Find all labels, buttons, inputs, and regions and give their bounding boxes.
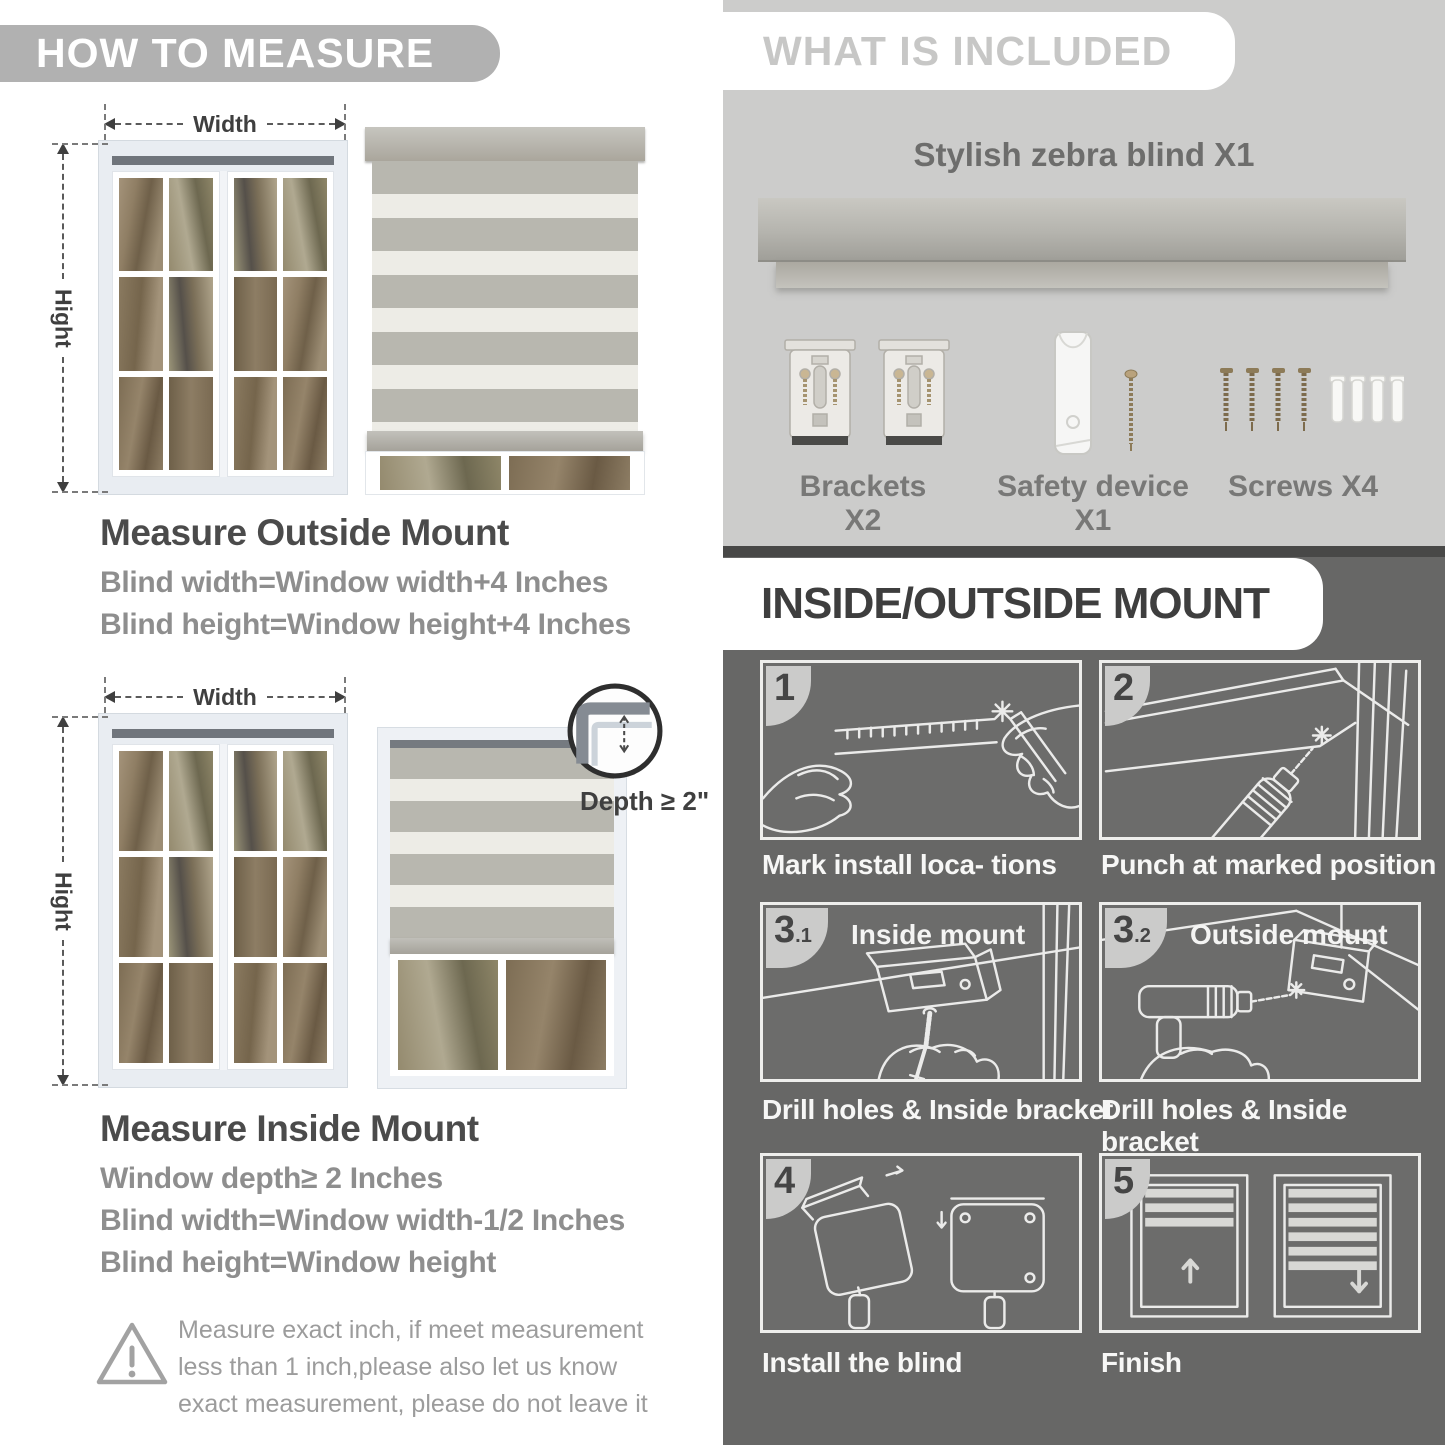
window-pane (119, 178, 163, 271)
inside-mount-line1: Window depth≥ 2 Inches (100, 1162, 443, 1195)
step-caption: Drill holes & Inside bracket (1101, 1094, 1348, 1157)
zebra-blind-label: Stylish zebra blind X1 (913, 136, 1255, 173)
width-label: Width (193, 683, 257, 710)
arrow-right-icon (335, 691, 346, 703)
height-arrow (50, 716, 76, 1086)
window-illustration-inside (98, 713, 348, 1088)
window-pane (234, 178, 278, 271)
step-panel-3-2 (1099, 902, 1421, 1082)
blind-bottom-rail (367, 431, 643, 451)
inside-mount-line3: Blind height=Window height (100, 1246, 497, 1279)
outside-blind-illustration (365, 127, 645, 495)
what-is-included-header: WHAT IS INCLUDED (723, 12, 1235, 90)
step-panel-3-1 (760, 902, 1082, 1082)
window-pane (169, 377, 213, 470)
arrow-right-icon (335, 118, 346, 130)
included-item-label: Screws X4 (1227, 470, 1379, 503)
window-track (112, 156, 334, 165)
step-caption: Install the blind (762, 1347, 963, 1378)
brackets-icon (783, 336, 951, 458)
safety-device-icon (1045, 330, 1155, 460)
inside-mount-title: Measure Inside Mount (100, 1108, 479, 1149)
window-sashes (112, 744, 334, 1070)
width-arrow (104, 685, 346, 709)
inside-mount-line2: Blind width=Window width-1/2 Inches (100, 1204, 626, 1237)
window-pane (283, 277, 327, 370)
blind-fabric (372, 161, 638, 431)
outside-mount-title: Measure Outside Mount (100, 512, 509, 553)
warning-text: Measure exact inch, if meet measurement less than 1 inch,please also let us know exact measurement, please do not leave it (178, 1316, 648, 1418)
window-sashes (112, 171, 334, 477)
window-pane (169, 277, 213, 370)
depth-magnifier-icon (566, 682, 664, 780)
window-sash (227, 744, 335, 1070)
step-panel-4 (760, 1153, 1082, 1333)
blind-bottom-rail (390, 938, 614, 954)
inside-outside-mount-header: INSIDE/OUTSIDE MOUNT (723, 558, 1323, 650)
step-panel-2 (1099, 660, 1421, 840)
outside-mount-line1: Blind width=Window width+4 Inches (100, 566, 609, 599)
window-sash (112, 171, 220, 477)
step-caption: Mark install loca- tions (762, 849, 1057, 880)
step-caption: Drill holes & Inside bracket (762, 1094, 1114, 1125)
step-panel-5 (1099, 1153, 1421, 1333)
headrail-graphic (758, 198, 1406, 288)
window-pane (283, 178, 327, 271)
window-pane (119, 277, 163, 370)
section-divider (723, 546, 1445, 557)
window-sash (227, 171, 335, 477)
depth-label: Depth ≥ 2" (580, 786, 710, 816)
window-below-blind (390, 954, 614, 1076)
arrow-left-icon (104, 118, 115, 130)
how-to-measure-header: HOW TO MEASURE (0, 25, 500, 82)
step-caption: Punch at marked position (1101, 849, 1437, 880)
screws-icon (1212, 362, 1404, 442)
width-label: Width (193, 110, 257, 137)
height-arrow (50, 143, 76, 493)
width-arrow (104, 112, 346, 136)
arrow-down-icon (57, 482, 69, 493)
step-badge: 3.1 (766, 908, 828, 968)
height-label: Hight (50, 288, 77, 348)
warning-icon (93, 1318, 171, 1390)
step-badge: 3.2 (1105, 908, 1167, 968)
window-pane (234, 377, 278, 470)
finish-illustration (1102, 1156, 1418, 1330)
included-item-label: Safety device X1 (997, 470, 1189, 537)
mark-locations-illustration (763, 663, 1079, 837)
window-pane (169, 178, 213, 271)
arrow-up-icon (57, 716, 69, 727)
step-badge: 1 (766, 666, 811, 726)
window-pane (234, 277, 278, 370)
step-label: Outside mount (1190, 919, 1388, 950)
step-label: Inside mount (851, 919, 1026, 950)
window-sash (112, 744, 220, 1070)
headrail-lip (776, 262, 1388, 288)
window-track (112, 729, 334, 738)
arrow-down-icon (57, 1075, 69, 1086)
height-label: Hight (50, 871, 77, 931)
install-blind-illustration (763, 1156, 1079, 1330)
step-badge: 4 (766, 1159, 811, 1219)
headrail-bar (758, 198, 1406, 262)
included-item-label: Brackets X2 (799, 470, 927, 537)
step-caption: Finish (1101, 1347, 1182, 1378)
step-badge: 2 (1105, 666, 1150, 726)
arrow-left-icon (104, 691, 115, 703)
blind-headrail (365, 127, 645, 161)
step-badge: 5 (1105, 1159, 1150, 1219)
arrow-up-icon (57, 143, 69, 154)
window-pane (119, 377, 163, 470)
inside-blind-illustration (378, 728, 626, 1088)
drill-illustration (1102, 663, 1418, 837)
window-below-blind (365, 451, 645, 495)
window-pane (283, 377, 327, 470)
step-panel-1 (760, 660, 1082, 840)
window-illustration-outside (98, 140, 348, 495)
outside-mount-line2: Blind height=Window height+4 Inches (100, 608, 631, 641)
